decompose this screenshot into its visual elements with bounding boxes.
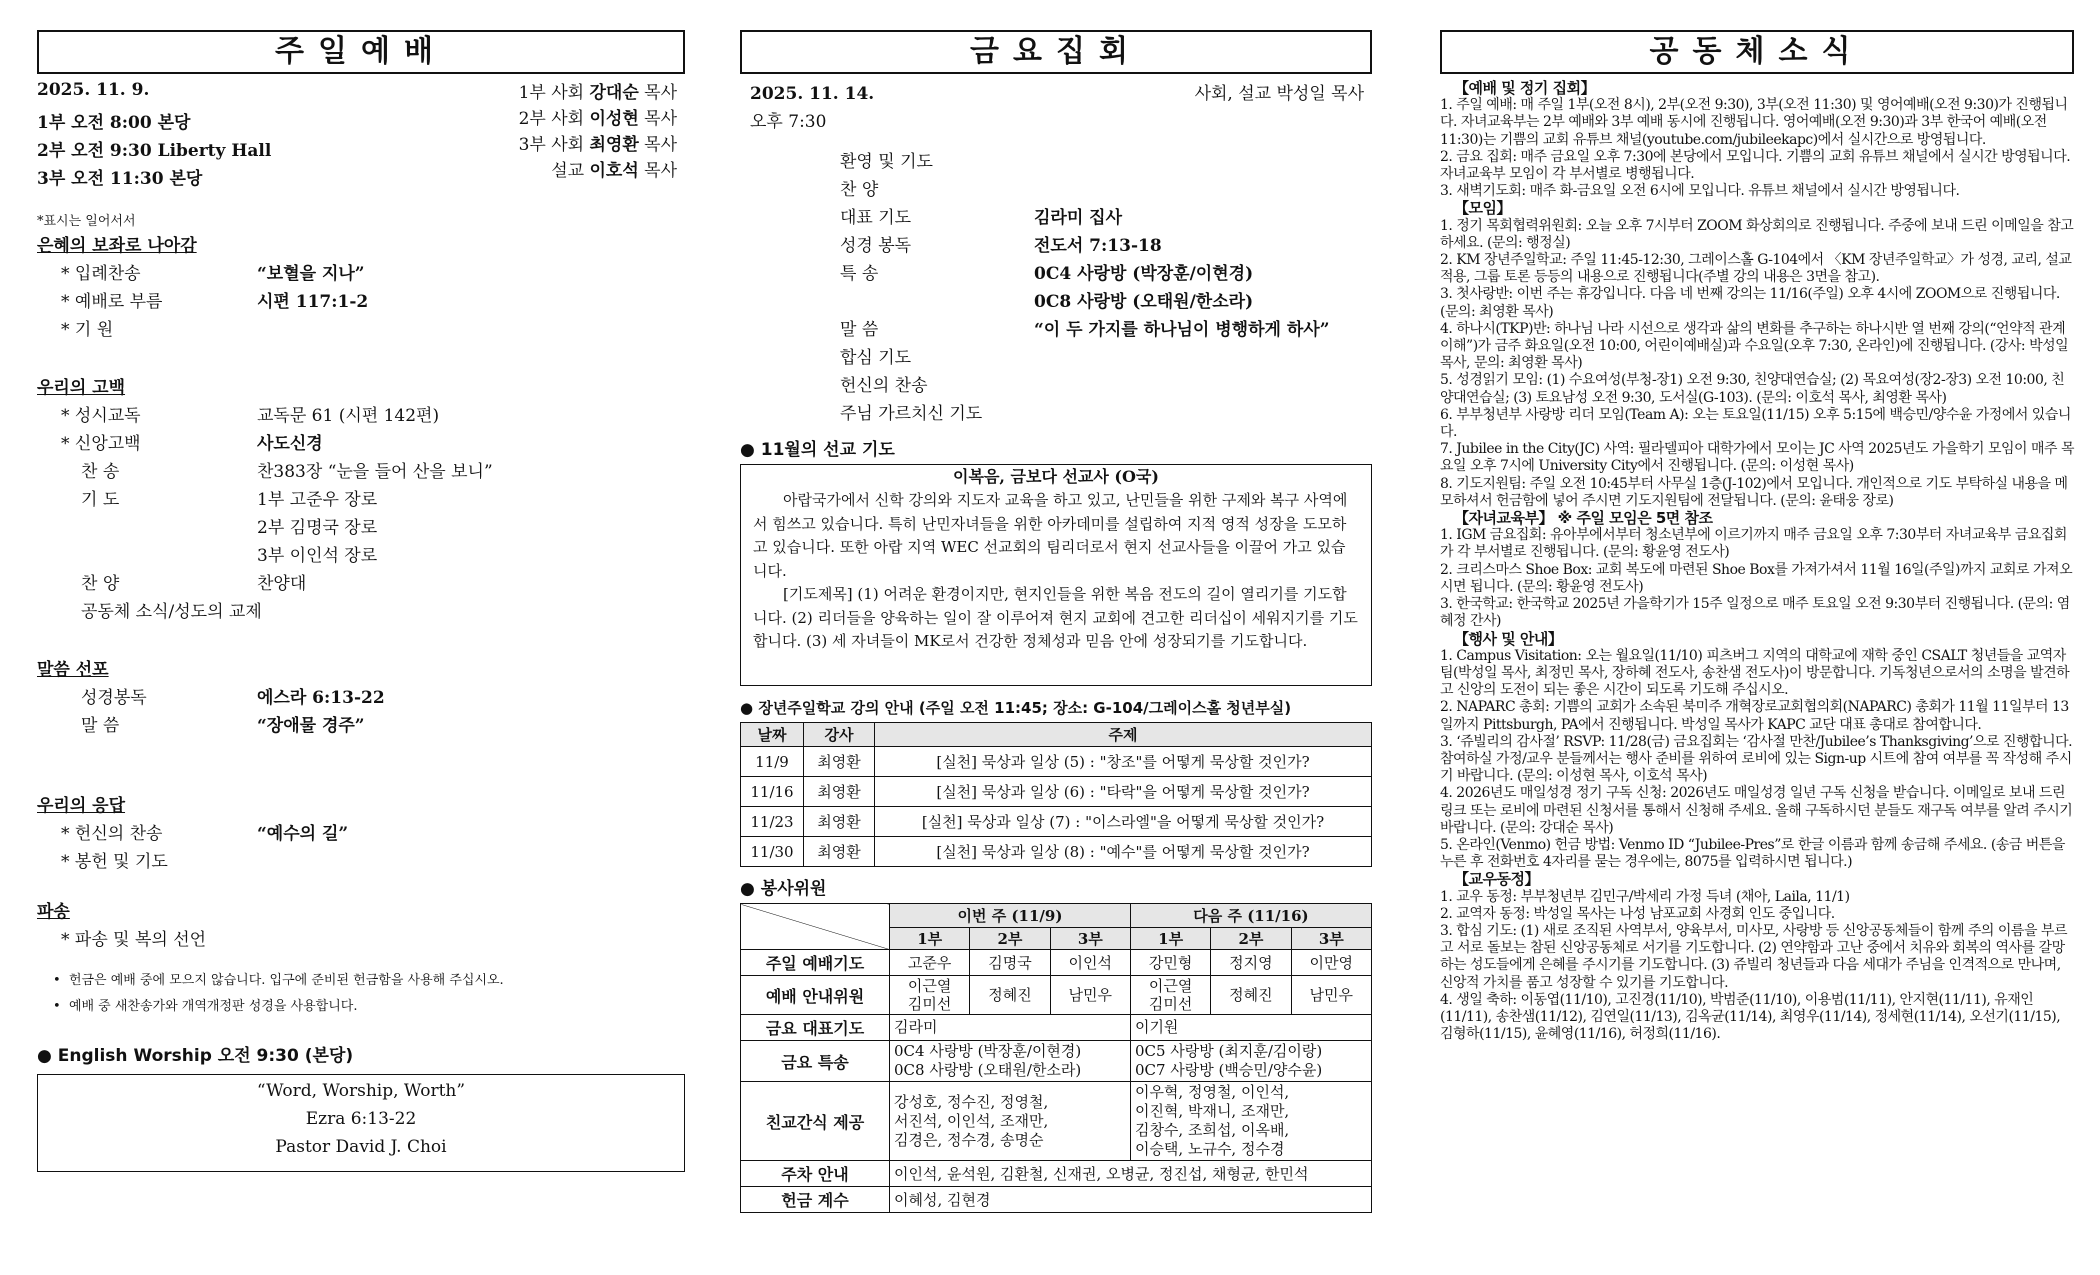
service-leaders xyxy=(519,80,677,184)
snack-row-next-week: 이우혁, 정영철, 이인석, 이진혁, 박재니, 조재만, 김창수, 조희섭, 이옥배, 이승택, 노규수, 정수경 xyxy=(1130,1082,1371,1161)
program-item xyxy=(840,260,1372,288)
program-item xyxy=(840,232,1372,260)
order-item-value: 1부 고준우 장로 xyxy=(257,490,378,510)
friday-leader: 사회, 설교 박성일 목사 xyxy=(1194,84,1364,104)
program-item xyxy=(840,288,1372,316)
parking-row xyxy=(741,1161,1372,1187)
lecture-cell: 최영환 xyxy=(804,747,875,777)
community-news-column xyxy=(1440,30,2074,1043)
lecture-row xyxy=(741,837,1372,867)
lecture-row xyxy=(741,807,1372,837)
program-item-label: 대표 기도 xyxy=(840,208,912,228)
friday-special-row-label: 금요 특송 xyxy=(741,1041,890,1082)
section-heading: 우리의 응답 xyxy=(37,796,126,816)
volunteer-row-label: 예배 안내위원 xyxy=(741,976,890,1015)
order-item-value: 교독문 61 (시편 142편) xyxy=(257,406,440,426)
friday-prayer-row-label: 금요 대표기도 xyxy=(741,1015,890,1041)
news-item: 3. ‘쥬빌리의 감사절’ RSVP: 11/28(금) 금요집회는 ‘감사절 만찬/Jubilee’s Thanksgiving’으로 진행합니다. 참여하실 가정/교우 분들께서는 행사 준비를 위하여 로비에 있는 Sign-up 시트에 참여 여부를 꼭 작성해 주시기 바랍니다. (문의: 이성현 목사, 이호석 목사) xyxy=(1440,733,2073,785)
order-item xyxy=(37,260,685,288)
sunday-worship-title: 주일예배 xyxy=(37,30,685,74)
order-item-label: 공동체 소식/성도의 교제 xyxy=(81,602,262,622)
order-item xyxy=(37,848,685,876)
news-item: 8. 기도지원팀: 주일 오전 10:45부터 사무실 1층(J-102)에서 모입니다. 개인적으로 기도 부탁하실 내용을 메모하셔서 헌금함에 넣어 주시면 기도지원팀에 전달됩니다. (문의: 윤태웅 장로) xyxy=(1440,475,2068,509)
service-info xyxy=(37,80,685,192)
volunteer-week-row xyxy=(741,904,1372,928)
news-item: 3. 합심 기도: (1) 새로 조직된 사역부서, 양육부서, 미사모, 사랑방 등 신앙공동체들이 함께 주의 이름을 부르고 서로 돌보는 참된 신앙공동체로 서기를 기도합니다. (2) 연약함과 고난 중에서 치유와 회복의 역사를 갈망하는 성도들에게 은혜를 주시기를 기도합니다. (3) 쥬빌리 청년들과 다음 세대가 주님을 인격적으로 만나며, 신앙적 가치를 품고 성장할 수 있기를 기도합니다. xyxy=(1440,922,2067,991)
volunteer-cell: 정혜진 xyxy=(970,976,1050,1015)
program-item-value: 김라미 집사 xyxy=(1034,208,1123,228)
part-header: 1부 xyxy=(890,928,970,950)
program-item-label: 특 송 xyxy=(840,264,879,284)
order-item xyxy=(37,514,685,542)
volunteer-corner xyxy=(741,904,890,950)
lecture-cell: 11/23 xyxy=(741,807,804,837)
section-heading: 은혜의 보좌로 나아감 xyxy=(37,236,197,256)
section-heading: 우리의 고백 xyxy=(37,378,126,398)
leader-0: 1부 사회 강대순 목사 xyxy=(518,83,677,103)
program-item-label: 주님 가르치신 기도 xyxy=(840,404,983,424)
lecture-table xyxy=(740,722,1372,867)
leader-1: 2부 사회 이성현 목사 xyxy=(518,109,677,129)
snack-row xyxy=(741,1082,1372,1161)
friday-prayer-row-next-week: 이기원 xyxy=(1130,1015,1371,1041)
program-item-value: 0C4 사랑방 (박장훈/이현경) xyxy=(1034,264,1254,284)
program-item-value: 전도서 7:13-18 xyxy=(1034,236,1162,256)
order-item xyxy=(37,820,685,848)
order-item-label: 말 씀 xyxy=(81,716,120,736)
order-item-label: * 신앙고백 xyxy=(61,434,141,454)
news-item: 3. 첫사랑반: 이번 주는 휴강입니다. 다음 네 번째 강의는 11/16(주일) 오후 4시에 ZOOM으로 진행됩니다. (문의: 최영환 목사) xyxy=(1440,286,2060,320)
program-item xyxy=(840,316,1372,344)
news-item: 7. Jubilee in the City(JC) 사역: 필라델피아 대학가에서 모이는 JC 사역 2025년도 가을학기 모임이 매주 목요일 오후 7시에 University City에서 진행됩니다. (문의: 이성현 목사) xyxy=(1440,441,2074,475)
news-category: 【자녀교육부】 ※ 주일 모임은 5면 참조 xyxy=(1454,509,1713,528)
order-item-value: 에스라 6:13-22 xyxy=(257,688,385,708)
news-item: 2. NAPARC 총회: 기쁨의 교회가 소속된 북미주 개혁장로교회협의회(NAPARC) 총회가 11월 11일부터 13일까지 Pittsburgh, PA에서 진행됩니다. 박성일 목사가 KAPC 교단 대표 총대로 참여합니다. xyxy=(1440,699,2069,733)
volunteer-cell: 이근열 김미선 xyxy=(1130,976,1210,1015)
news-item: 1. 교우 동정: 부부청년부 김민구/박세리 가정 득녀 (채아, Laila, 11/1) xyxy=(1440,888,1850,905)
leader-2: 3부 사회 최영환 목사 xyxy=(518,135,677,155)
order-item-label: * 성시교독 xyxy=(61,406,141,426)
order-item xyxy=(37,402,685,430)
program-item-label: 환영 및 기도 xyxy=(840,152,933,172)
news-item: 5. 온라인(Venmo) 헌금 방법: Venmo ID “Jubilee-Pres”로 한글 이름과 함께 송금해 주세요. (송금 버튼을 누른 후 전화번호 4자리를 묻는 경우에는, 8075를 입력하시면 됩니다.) xyxy=(1440,836,2065,871)
news-category: 【행사 및 안내】 xyxy=(1454,629,1563,648)
order-item-value: 찬383장 “눈을 들어 산을 보니” xyxy=(257,462,493,482)
community-news-title: 공동체소식 xyxy=(1440,30,2074,74)
parking-row-label: 주차 안내 xyxy=(741,1161,890,1187)
offering-row-label: 헌금 계수 xyxy=(741,1187,890,1213)
news-item: 4. 2026년도 매일성경 정기 구독 신청: 2026년도 매일성경 일년 구독 신청을 받습니다. 이메일로 보내 드린 링크 또는 로비에 마련된 신청서를 통해서 신청해 주세요. 올해 구독하시던 분들도 재구독 여부를 알려 주시기 바랍니다. (문의: 강대순 목사) xyxy=(1440,785,2073,836)
order-item xyxy=(37,288,685,316)
news-item: 4. 생일 축하: 이동엽(11/10), 고진경(11/10), 박범준(11/10), 이용범(11/11), 안지현(11/11), 유재인(11/11), 송찬샘(11/12), 김연일(11/13), 김옥균(11/14), 최영우(11/14), 정세현(11/14), 오선기(11/15), 김형하(11/15), 윤혜영(11/16), 허정희(11/16). xyxy=(1440,991,2061,1043)
lecture-cell: 11/30 xyxy=(741,837,804,867)
friday-gathering-column xyxy=(740,30,1372,1213)
friday-prayer-row-this-week: 김라미 xyxy=(890,1015,1131,1041)
part-header: 2부 xyxy=(970,928,1050,950)
note-bible: • 예배 중 새찬송가와 개역개정판 성경을 사용합니다. xyxy=(53,999,358,1014)
friday-prayer-row xyxy=(741,1015,1372,1041)
news-item: 1. 정기 목회협력위원회: 오늘 오후 7시부터 ZOOM 화상회의로 진행됩니다. 주중에 보내 드린 이메일을 참고하세요. (문의: 행정실) xyxy=(1440,217,2074,251)
lecture-col-header: 날짜 xyxy=(741,723,804,747)
volunteer-cell: 남민우 xyxy=(1291,976,1371,1015)
program-item-label: 헌신의 찬송 xyxy=(840,376,928,396)
lecture-header-row xyxy=(741,723,1372,747)
order-item-label: 찬 송 xyxy=(81,462,120,482)
english-sermon-verse: Ezra 6:13-22 xyxy=(305,1109,417,1129)
volunteer-heading: ● 봉사위원 xyxy=(740,879,827,899)
order-item xyxy=(37,458,685,486)
program-item-label: 합심 기도 xyxy=(840,348,912,368)
lecture-heading: ● 장년주일학교 강의 안내 (주일 오전 11:45; 장소: G-104/그레이스홀 청년부실) xyxy=(740,699,1292,717)
program-item-value: “이 두 가지를 하나님이 병행하게 하사” xyxy=(1034,320,1330,340)
friday-special-row-next-week: 0C5 사랑방 (최지훈/김이랑) 0C7 사랑방 (백승민/양수윤) xyxy=(1130,1041,1371,1082)
news-item: 2. KM 장년주일학교: 주일 11:45-12:30, 그레이스홀 G-104에서 〈KM 장년주일학교〉가 성경, 교리, 설교 적용, 그룹 토론 등등의 내용으로 진행됩니다(주별 강의 내용은 3면을 참고). xyxy=(1440,252,2072,286)
friday-gathering-title: 금요집회 xyxy=(740,30,1372,74)
order-item-value: “보혈을 지나” xyxy=(257,264,365,284)
order-item xyxy=(37,542,685,570)
program-item-label: 말 씀 xyxy=(840,320,879,340)
order-item-label: * 봉헌 및 기도 xyxy=(61,852,168,872)
order-item xyxy=(37,430,685,458)
part-header: 1부 xyxy=(1130,928,1210,950)
news-item: 5. 성경읽기 모임: (1) 수요여성(부청-장1) 오전 9:30, 친양대연습실; (2) 목요여성(장2-장3) 오전 10:00, 친양대연습실; (3) 토요남성 오전 9:30, 도서실(G-103). (문의: 이호석 목사, 최영환 목사) xyxy=(1440,372,2065,406)
missionary-name: 이복음, 금보다 선교사 (O국) xyxy=(953,467,1159,486)
parking-row-value: 이인석, 윤석원, 김환철, 신재권, 오병균, 정진섭, 채형균, 한민석 xyxy=(890,1161,1372,1187)
order-item-label: 기 도 xyxy=(81,490,120,510)
volunteer-row xyxy=(741,950,1372,976)
news-item: 1. IGM 금요집회: 유아부에서부터 청소년부에 이르기까지 매주 금요일 오후 7:30부터 자녀교육부 금요집회가 각 부서별로 진행됩니다. (문의: 황윤영 전도사) xyxy=(1440,527,2067,561)
lecture-row xyxy=(741,747,1372,777)
order-item-value: 시편 117:1-2 xyxy=(257,292,369,312)
friday-date: 2025. 11. 14. xyxy=(750,84,875,104)
news-item: 2. 교역자 동정: 박성일 목사는 나성 남포교회 사경회 인도 중입니다. xyxy=(1440,905,1835,922)
order-item xyxy=(37,316,685,344)
program-item xyxy=(840,372,1372,400)
order-item xyxy=(37,598,685,626)
part-header: 3부 xyxy=(1050,928,1130,950)
snack-row-label: 친교간식 제공 xyxy=(741,1082,890,1161)
order-item-value: 2부 김명국 장로 xyxy=(257,518,378,538)
program-item-label: 찬 양 xyxy=(840,180,879,200)
friday-special-row-this-week: 0C4 사랑방 (박장훈/이현경) 0C8 사랑방 (오태원/한소라) xyxy=(890,1041,1131,1082)
order-item xyxy=(37,684,685,712)
lecture-cell: [실천] 묵상과 일상 (7) : "이스라엘"을 어떻게 묵상할 것인가? xyxy=(875,807,1372,837)
lecture-cell: [실천] 묵상과 일상 (5) : "창조"를 어떻게 묵상할 것인가? xyxy=(875,747,1372,777)
news-item: 3. 새벽기도회: 매주 화-금요일 오전 6시에 모입니다. 유튜브 채널에서 실시간 방영됩니다. xyxy=(1440,183,1960,200)
service-date: 2025. 11. 9. xyxy=(37,80,150,100)
leader-3: 설교 이호석 목사 xyxy=(551,161,677,181)
lecture-cell: [실천] 묵상과 일상 (8) : "예수"를 어떻게 묵상할 것인가? xyxy=(875,837,1372,867)
section-heading: 파송 xyxy=(37,902,70,922)
mission-heading: ● 11월의 선교 기도 xyxy=(740,440,895,460)
program-item xyxy=(840,148,1372,176)
news-category: 【예배 및 정기 집회】 xyxy=(1454,79,1596,97)
order-item-label: 성경봉독 xyxy=(81,688,147,708)
volunteer-cell: 강민형 xyxy=(1130,950,1210,976)
order-item xyxy=(37,570,685,598)
order-item xyxy=(37,486,685,514)
program-item xyxy=(840,204,1372,232)
snack-row-this-week: 강성호, 정수진, 정영철, 서진석, 이인석, 조재만, 김경은, 정수경, 송명순 xyxy=(890,1082,1131,1161)
mission-box xyxy=(740,464,1372,686)
order-item-label: 찬 양 xyxy=(81,574,120,594)
next-week-header: 다음 주 (11/16) xyxy=(1130,904,1371,928)
community-news xyxy=(1440,80,2074,1043)
lecture-cell: 최영환 xyxy=(804,837,875,867)
service-time-2: 2부 오전 9:30 Liberty Hall xyxy=(37,141,272,161)
part-header: 3부 xyxy=(1291,928,1371,950)
volunteer-cell: 이인석 xyxy=(1050,950,1130,976)
program-item xyxy=(840,176,1372,204)
section-heading: 말씀 선포 xyxy=(37,660,109,680)
offering-row-value: 이혜성, 김현경 xyxy=(890,1187,1372,1213)
news-item: 4. 하나시(TKP)반: 하나님 나라 시선으로 생각과 삶의 변화를 추구하는 하나시반 열 번째 강의(“언약적 관계 이해”)가 금주 화요일(오전 10:00, 어린이예배실)과 수요일(오후 7:30, 온라인)에 진행됩니다. (강사: 박성일 목사, 문의: 최영환 목사) xyxy=(1440,320,2069,372)
volunteer-cell: 이만영 xyxy=(1291,950,1371,976)
lecture-row xyxy=(741,777,1372,807)
news-item: 3. 한국학교: 한국학교 2025년 가을학기가 15주 일정으로 매주 토요일 오전 9:30부터 진행됩니다. (문의: 염혜정 간사) xyxy=(1440,596,2070,630)
lecture-cell: 최영환 xyxy=(804,777,875,807)
part-header: 2부 xyxy=(1211,928,1291,950)
english-pastor: Pastor David J. Choi xyxy=(275,1137,447,1157)
note-offering: • 헌금은 예배 중에 모으지 않습니다. 입구에 준비된 헌금함을 사용해 주십시오. xyxy=(53,973,504,988)
order-item-label: * 파송 및 복의 선언 xyxy=(61,930,207,950)
lecture-cell: 11/16 xyxy=(741,777,804,807)
volunteer-cell: 남민우 xyxy=(1050,976,1130,1015)
lecture-col-header: 강사 xyxy=(804,723,875,747)
order-item xyxy=(37,712,685,740)
program-item xyxy=(840,400,1372,428)
volunteer-row-label: 주일 예배기도 xyxy=(741,950,890,976)
volunteer-cell: 정지영 xyxy=(1211,950,1291,976)
volunteer-row xyxy=(741,976,1372,1015)
news-item: 1. 주일 예배: 매 주일 1부(오전 8시), 2부(오전 9:30), 3부(오전 11:30) 및 영어예배(오전 9:30)가 진행됩니다. 자녀교육부는 2부 예배와 3부 예배 동시에 진행됩니다. 영어예배(오전 9:30)과 3부 한국어 예배(오전 11:30)는 기쁨의 교회 유튜브 채널(youtube.com/jubileekapc)에서 실시간으로 방영됩니다. xyxy=(1440,97,2068,148)
volunteer-cell: 고준우 xyxy=(890,950,970,976)
order-item-value: 3부 이인석 장로 xyxy=(257,546,378,566)
lecture-col-header: 주제 xyxy=(875,723,1372,747)
english-sermon-title: “Word, Worship, Worth” xyxy=(256,1081,466,1101)
program-item-label: 성경 봉독 xyxy=(840,236,912,256)
mission-prayer: [기도제목] (1) 어려운 환경이지만, 현지인들을 위한 복음 전도의 길이 열리기를 기도합니다. (2) 리더들을 양육하는 일이 잘 이루어져 현지 교회에 견고한 리더십이 세워지기를 기도합니다. (3) 세 자녀들이 MK로서 건강한 정체성과 믿음 안에 성장되기를 기도합니다. xyxy=(753,585,1358,650)
order-of-worship xyxy=(37,232,685,954)
service-time-1: 1부 오전 8:00 본당 xyxy=(37,113,191,133)
friday-time: 오후 7:30 xyxy=(750,112,827,132)
order-item-value: 사도신경 xyxy=(257,434,323,454)
news-item: 6. 부부청년부 사랑방 리더 모임(Team A): 오는 토요일(11/15) 오후 5:15에 백승민/양수윤 가정에서 있습니다. xyxy=(1440,406,2071,441)
standing-note: *표시는 일어서서 xyxy=(37,214,136,229)
news-item: 2. 금요 집회: 매주 금요일 오후 7:30에 본당에서 모입니다. 기쁨의 교회 유튜브 채널에서 실시간 방영됩니다. 자녀교육부 모임이 각 부서별로 병행됩니다. xyxy=(1440,148,2071,183)
volunteer-cell: 이근열 김미선 xyxy=(890,976,970,1015)
news-item: 2. 크리스마스 Shoe Box: 교회 복도에 마련된 Shoe Box를 가져가셔서 11월 16일(주일)까지 교회로 가져오시면 됩니다. (문의: 황윤영 전도사) xyxy=(1440,561,2073,595)
order-item-value: 찬양대 xyxy=(257,574,307,594)
order-item-label: * 예배로 부름 xyxy=(61,292,163,312)
english-worship-box xyxy=(37,1074,685,1172)
lecture-cell: [실천] 묵상과 일상 (6) : "타락"을 어떻게 묵상할 것인가? xyxy=(875,777,1372,807)
offering-row xyxy=(741,1187,1372,1213)
order-item-value: “예수의 길” xyxy=(257,824,349,844)
worship-notes xyxy=(37,968,685,1020)
order-item xyxy=(37,926,685,954)
news-category: 【모임】 xyxy=(1454,199,1511,218)
mission-description: 아랍국가에서 신학 강의와 지도자 교육을 하고 있고, 난민들을 위한 구제와 복구 사역에서 힘쓰고 있습니다. 특히 난민자녀들을 위한 아카데미를 설립하여 지적 영적 성장을 도모하고 있습니다. 또한 아랍 지역 WEC 선교회의 팀리더로서 현지 선교사들을 이끌어 가고 있습니다. xyxy=(753,491,1348,580)
friday-program xyxy=(740,148,1372,428)
friday-info xyxy=(740,80,1372,136)
sunday-worship-column xyxy=(37,30,685,1172)
volunteer-table xyxy=(740,903,1372,1213)
english-worship-heading: ● English Worship 오전 9:30 (본당) xyxy=(37,1046,354,1066)
news-item: 1. Campus Visitation: 오는 월요일(11/10) 피츠버그 지역의 대학교에 재학 중인 CSALT 청년들을 교역자팀(박성일 목사, 최정민 목사, 장하혜 전도사, 송찬샘 전도사)이 방문합니다. 기독청년으로서의 소명을 발견하고 신앙의 도전이 되는 좋은 시간이 되도록 기도해 주십시오. xyxy=(1440,647,2070,699)
order-item-value: “장애물 경주” xyxy=(257,716,365,736)
service-time-3: 3부 오전 11:30 본당 xyxy=(37,169,203,189)
order-item-label: * 입례찬송 xyxy=(61,264,141,284)
lecture-cell: 최영환 xyxy=(804,807,875,837)
program-item xyxy=(840,344,1372,372)
news-category: 【교우동정】 xyxy=(1454,870,1539,889)
volunteer-cell: 김명국 xyxy=(970,950,1050,976)
friday-special-row xyxy=(741,1041,1372,1082)
order-item-label: * 헌신의 찬송 xyxy=(61,824,163,844)
this-week-header: 이번 주 (11/9) xyxy=(890,904,1131,928)
volunteer-cell: 정혜진 xyxy=(1211,976,1291,1015)
order-item-label: * 기 원 xyxy=(61,320,114,340)
lecture-cell: 11/9 xyxy=(741,747,804,777)
program-item-value: 0C8 사랑방 (오태원/한소라) xyxy=(1034,292,1254,312)
